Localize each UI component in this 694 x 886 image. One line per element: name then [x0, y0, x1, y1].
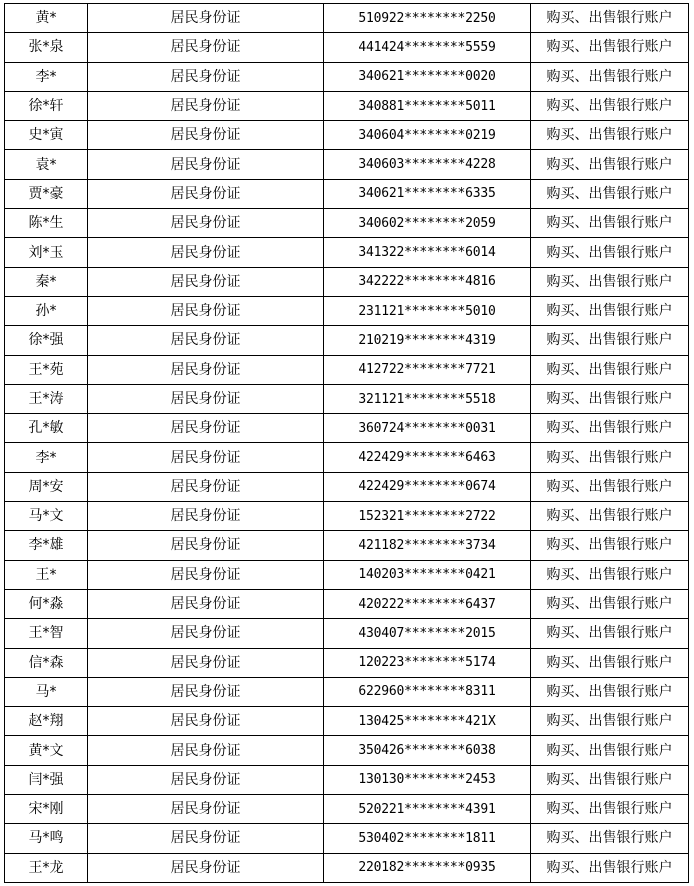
table-row [5, 589, 689, 618]
id-number-cell: 340603********4228 [324, 150, 531, 179]
record-table-body [5, 4, 689, 883]
reason-cell: 购买、出售银行账户 [531, 62, 689, 91]
id-type-cell: 居民身份证 [88, 531, 324, 560]
person-name-cell: 王* [5, 560, 88, 589]
person-name-cell: 陈*生 [5, 209, 88, 238]
id-number-cell: 360724********0031 [324, 414, 531, 443]
table-row [5, 736, 689, 765]
table-row [5, 4, 689, 33]
table-row [5, 355, 689, 384]
reason-cell: 购买、出售银行账户 [531, 795, 689, 824]
id-type-cell: 居民身份证 [88, 707, 324, 736]
id-number-cell: 340602********2059 [324, 209, 531, 238]
id-type-cell: 居民身份证 [88, 824, 324, 853]
id-type-cell: 居民身份证 [88, 677, 324, 706]
id-number-cell: 350426********6038 [324, 736, 531, 765]
table-row [5, 209, 689, 238]
person-name-cell: 宋*刚 [5, 795, 88, 824]
table-row [5, 853, 689, 882]
id-number-cell: 340621********0020 [324, 62, 531, 91]
reason-cell: 购买、出售银行账户 [531, 707, 689, 736]
table-row [5, 238, 689, 267]
table-row [5, 560, 689, 589]
person-name-cell: 黄*文 [5, 736, 88, 765]
person-name-cell: 赵*翔 [5, 707, 88, 736]
table-row [5, 414, 689, 443]
person-name-cell: 张*泉 [5, 33, 88, 62]
person-name-cell: 贾*豪 [5, 179, 88, 208]
table-row [5, 179, 689, 208]
id-type-cell: 居民身份证 [88, 589, 324, 618]
id-type-cell: 居民身份证 [88, 4, 324, 33]
table-row [5, 443, 689, 472]
reason-cell: 购买、出售银行账户 [531, 355, 689, 384]
person-name-cell: 闫*强 [5, 765, 88, 794]
id-number-cell: 530402********1811 [324, 824, 531, 853]
person-name-cell: 刘*玉 [5, 238, 88, 267]
table-row [5, 531, 689, 560]
reason-cell: 购买、出售银行账户 [531, 619, 689, 648]
table-row [5, 795, 689, 824]
reason-cell: 购买、出售银行账户 [531, 589, 689, 618]
person-name-cell: 李* [5, 62, 88, 91]
id-number-cell: 152321********2722 [324, 502, 531, 531]
id-type-cell: 居民身份证 [88, 443, 324, 472]
table-row [5, 648, 689, 677]
record-table [4, 3, 689, 883]
id-number-cell: 421182********3734 [324, 531, 531, 560]
person-name-cell: 李* [5, 443, 88, 472]
reason-cell: 购买、出售银行账户 [531, 150, 689, 179]
id-type-cell: 居民身份证 [88, 267, 324, 296]
reason-cell: 购买、出售银行账户 [531, 765, 689, 794]
reason-cell: 购买、出售银行账户 [531, 414, 689, 443]
reason-cell: 购买、出售银行账户 [531, 560, 689, 589]
id-number-cell: 341322********6014 [324, 238, 531, 267]
id-number-cell: 210219********4319 [324, 326, 531, 355]
id-number-cell: 441424********5559 [324, 33, 531, 62]
id-number-cell: 130130********2453 [324, 765, 531, 794]
person-name-cell: 李*雄 [5, 531, 88, 560]
reason-cell: 购买、出售银行账户 [531, 179, 689, 208]
table-row [5, 326, 689, 355]
table-row [5, 62, 689, 91]
id-type-cell: 居民身份证 [88, 472, 324, 501]
id-number-cell: 520221********4391 [324, 795, 531, 824]
person-name-cell: 徐*轩 [5, 91, 88, 120]
table-row [5, 384, 689, 413]
table-row [5, 33, 689, 62]
reason-cell: 购买、出售银行账户 [531, 326, 689, 355]
id-type-cell: 居民身份证 [88, 209, 324, 238]
reason-cell: 购买、出售银行账户 [531, 384, 689, 413]
id-number-cell: 420222********6437 [324, 589, 531, 618]
id-type-cell: 居民身份证 [88, 795, 324, 824]
id-number-cell: 120223********5174 [324, 648, 531, 677]
person-name-cell: 王*龙 [5, 853, 88, 882]
id-type-cell: 居民身份证 [88, 355, 324, 384]
person-name-cell: 史*寅 [5, 121, 88, 150]
person-name-cell: 孔*敏 [5, 414, 88, 443]
table-row [5, 267, 689, 296]
id-type-cell: 居民身份证 [88, 150, 324, 179]
id-type-cell: 居民身份证 [88, 121, 324, 150]
person-name-cell: 秦* [5, 267, 88, 296]
reason-cell: 购买、出售银行账户 [531, 648, 689, 677]
id-type-cell: 居民身份证 [88, 560, 324, 589]
id-number-cell: 231121********5010 [324, 296, 531, 325]
person-name-cell: 周*安 [5, 472, 88, 501]
id-type-cell: 居民身份证 [88, 736, 324, 765]
reason-cell: 购买、出售银行账户 [531, 853, 689, 882]
person-name-cell: 黄* [5, 4, 88, 33]
id-type-cell: 居民身份证 [88, 326, 324, 355]
id-number-cell: 422429********6463 [324, 443, 531, 472]
id-type-cell: 居民身份证 [88, 502, 324, 531]
table-row [5, 150, 689, 179]
id-number-cell: 340604********0219 [324, 121, 531, 150]
reason-cell: 购买、出售银行账户 [531, 296, 689, 325]
table-row [5, 619, 689, 648]
table-row [5, 502, 689, 531]
person-name-cell: 袁* [5, 150, 88, 179]
reason-cell: 购买、出售银行账户 [531, 502, 689, 531]
reason-cell: 购买、出售银行账户 [531, 531, 689, 560]
reason-cell: 购买、出售银行账户 [531, 4, 689, 33]
person-name-cell: 王*智 [5, 619, 88, 648]
id-type-cell: 居民身份证 [88, 91, 324, 120]
id-type-cell: 居民身份证 [88, 179, 324, 208]
table-row [5, 677, 689, 706]
person-name-cell: 徐*强 [5, 326, 88, 355]
person-name-cell: 马*文 [5, 502, 88, 531]
person-name-cell: 马*鸣 [5, 824, 88, 853]
reason-cell: 购买、出售银行账户 [531, 238, 689, 267]
person-name-cell: 王*涛 [5, 384, 88, 413]
id-type-cell: 居民身份证 [88, 414, 324, 443]
id-number-cell: 342222********4816 [324, 267, 531, 296]
reason-cell: 购买、出售银行账户 [531, 824, 689, 853]
table-row [5, 121, 689, 150]
reason-cell: 购买、出售银行账户 [531, 121, 689, 150]
reason-cell: 购买、出售银行账户 [531, 472, 689, 501]
person-name-cell: 王*苑 [5, 355, 88, 384]
id-type-cell: 居民身份证 [88, 648, 324, 677]
id-number-cell: 220182********0935 [324, 853, 531, 882]
id-type-cell: 居民身份证 [88, 296, 324, 325]
reason-cell: 购买、出售银行账户 [531, 677, 689, 706]
reason-cell: 购买、出售银行账户 [531, 33, 689, 62]
id-type-cell: 居民身份证 [88, 33, 324, 62]
table-row [5, 707, 689, 736]
id-type-cell: 居民身份证 [88, 765, 324, 794]
person-name-cell: 何*淼 [5, 589, 88, 618]
id-number-cell: 130425********421X [324, 707, 531, 736]
person-name-cell: 信*森 [5, 648, 88, 677]
person-name-cell: 孙* [5, 296, 88, 325]
reason-cell: 购买、出售银行账户 [531, 91, 689, 120]
id-type-cell: 居民身份证 [88, 384, 324, 413]
id-type-cell: 居民身份证 [88, 238, 324, 267]
reason-cell: 购买、出售银行账户 [531, 443, 689, 472]
table-row [5, 765, 689, 794]
table-row [5, 824, 689, 853]
id-number-cell: 622960********8311 [324, 677, 531, 706]
id-type-cell: 居民身份证 [88, 62, 324, 91]
id-number-cell: 140203********0421 [324, 560, 531, 589]
reason-cell: 购买、出售银行账户 [531, 736, 689, 765]
id-number-cell: 340621********6335 [324, 179, 531, 208]
id-number-cell: 340881********5011 [324, 91, 531, 120]
table-row [5, 296, 689, 325]
reason-cell: 购买、出售银行账户 [531, 267, 689, 296]
id-type-cell: 居民身份证 [88, 853, 324, 882]
table-row [5, 472, 689, 501]
person-name-cell: 马* [5, 677, 88, 706]
id-type-cell: 居民身份证 [88, 619, 324, 648]
id-number-cell: 321121********5518 [324, 384, 531, 413]
table-row [5, 91, 689, 120]
reason-cell: 购买、出售银行账户 [531, 209, 689, 238]
id-number-cell: 430407********2015 [324, 619, 531, 648]
id-number-cell: 510922********2250 [324, 4, 531, 33]
id-number-cell: 422429********0674 [324, 472, 531, 501]
id-number-cell: 412722********7721 [324, 355, 531, 384]
